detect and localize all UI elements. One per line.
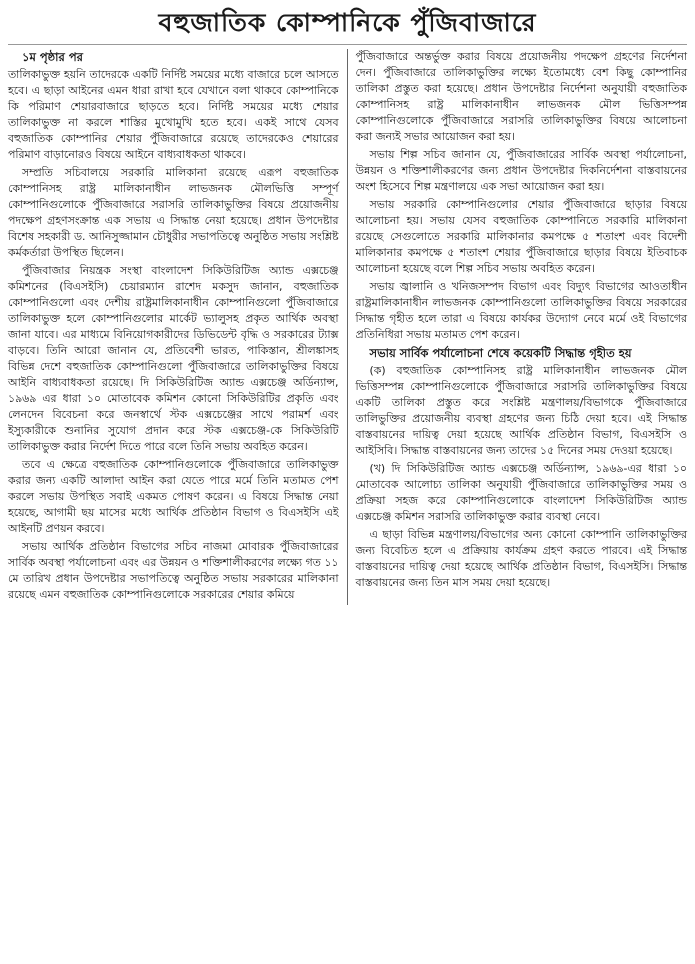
paragraph: সম্প্রতি সচিবালয়ে সরকারি মালিকানা রয়েছে এরূপ বহুজাতিক কোম্পানিসহ রাষ্ট্র মালিকানাধীন লাভজনক মৌলভিত্তি সম্পূর্ণ কোম্পানিগুলোকে পুঁজিবাজারে সরাসরি তালিকাভুক্তির বিষয়ে প্রয়োজনীয় পদক্ষেপ গ্রহণসংক্রান্ত এক সভায় এ সিদ্ধান্ত নেয়া হয়েছে। প্রধান উপদেষ্টার বিশেষ সহকারী ড. আনিসুজ্জামান চৌধুরীর সভাপতিত্বে অনুষ্ঠিত সভায় সংশ্লিষ্ট কর্মকর্তারা উপস্থিত ছিলেন। <box>8 166 339 259</box>
paragraph: সভায় শিল্প সচিব জানান যে, পুঁজিবাজারের সার্বিক অবস্থা পর্যালোচনা, উন্নয়ন ও শক্তিশালীকরণের জন্য প্রধান উপদেষ্টার দিকনির্দেশনা বাস্তবায়নের অংশ হিসেবে শিল্প মন্ত্রণালয়ে এক সভা আয়োজন করা হয়। <box>355 148 687 193</box>
paragraph: সভায় সরকারি কোম্পানিগুলোর শেয়ার পুঁজিবাজারে ছাড়ার বিষয়ে আলোচনা হয়। সভায় যেসব বহুজাতিক কোম্পানিতে সরকারি মালিকানা রয়েছে সেগুলোতে সরকারি মালিকানার কমপক্ষে ৫ শতাংশ এবং বিদেশী মালিকানার কমপক্ষে ৫ শতাংশ শেয়ার পুঁজিবাজারে ছাড়ার বিষয়ে ইতিবাচক আলোচনা হয়েছে বলে শিল্প সচিব সভায় অবহিত করেন। <box>355 198 687 275</box>
right-column <box>348 49 688 605</box>
headline: বহুজাতিক কোম্পানিকে পুঁজিবাজারে <box>8 6 687 45</box>
paragraph: (খ) দি সিকিউরিটিজ অ্যান্ড এক্সচেঞ্জ অর্ডিন্যান্স, ১৯৬৯-এর ধারা ১০ মোতাবেক আলোচ্য তালিকা অনুযায়ী পুঁজিবাজারে তালিকাভুক্তির সময় ও প্রক্রিয়া সহজ করে কোম্পানিগুলোকে বাংলাদেশ সিকিউরিটিজ অ্যান্ড এক্সচেঞ্জ কমিশন সরাসরি তালিকাভুক্ত করার ব্যবস্থা নেবে। <box>355 462 687 523</box>
subheading: সভায় সার্বিক পর্যালোচনা শেষে কয়েকটি সিদ্ধান্ত গৃহীত হয় <box>369 346 632 360</box>
left-column <box>8 49 348 605</box>
paragraph: এ ছাড়া বিভিন্ন মন্ত্রণালয়/বিভাগের অন্য কোনো কোম্পানি তালিকাভুক্তির জন্য বিবেচিত হলে এ প্রক্রিয়ায় কার্যক্রম গ্রহণ করতে পারবে। এই সিদ্ধান্ত বাস্তবায়নের দায়িত্ব দেয়া হয়েছে আর্থিক প্রতিষ্ঠান বিভাগ, বিএসইসি। সিদ্ধান্ত বাস্তবায়নের জন্য তিন মাস সময় দেয়া হয়েছে। <box>355 528 687 589</box>
paragraph: সভায় জ্বালানি ও খনিজসম্পদ বিভাগ এবং বিদ্যুৎ বিভাগের আওতাধীন রাষ্ট্রমালিকানাধীন লাভজনক কোম্পানিগুলো তালিকাভুক্তির বিষয়ে সরকারের সিদ্ধান্ত গৃহীত হলে তারা এ বিষয়ে কার্যকর উদ্যোগ নেবে মর্মে ওই বিভাগের প্রতিনিধিরা সভায় মতামত পেশ করেন। <box>355 280 687 341</box>
paragraph: তবে এ ক্ষেত্রে বহুজাতিক কোম্পানিগুলোকে পুঁজিবাজারে তালিকাভুক্ত করার জন্য একটি আলাদা আইন করা যেতে পারে মর্মে তিনি মতামত পেশ করলে সভায় উপস্থিত সবাই একমত পোষণ করেন। এ বিষয়ে সিদ্ধান্ত নেয়া হয়েছে, আগামী ছয় মাসের মধ্যে আর্থিক প্রতিষ্ঠান বিভাগ ও বিএসইসি এই আইনটি প্রণয়ন করবে। <box>8 458 339 535</box>
paragraph: তালিকাভুক্ত হয়নি তাদেরকে একটি নির্দিষ্ট সময়ের মধ্যে বাজারে চলে আসতে হবে। এ ছাড়া আইনের এমন ধারা রাখা হবে যেখানে বলা থাকবে কোম্পানিকে কি পরিমাণ শেয়ারবাজারে ছাড়তে হবে। নির্দিষ্ট সময়ের মধ্যে শেয়ার তালিকাভুক্ত না করলে শাস্তির মুখোমুখি হতে হবে। একই সাথে যেসব বহুজাতিক কোম্পানির শেয়ার পুঁজিবাজারে রয়েছে তাদেরকেও শেয়ারের পরিমাণ বাড়ানোরও বিষয়ে আইনে বাধ্যবাধকতা থাকবে। <box>8 68 339 161</box>
paragraph: পুঁজিবাজারে অন্তর্ভুক্ত করার বিষয়ে প্রয়োজনীয় পদক্ষেপ গ্রহণের নির্দেশনা দেন। পুঁজিবাজারে তালিকাভুক্তির লক্ষ্যে ইতোমধ্যে বেশ কিছু কোম্পানির তালিকা প্রস্তুত করা হয়েছে। প্রধান উপদেষ্টার নির্দেশনা অনুযায়ী বহুজাতিক কোম্পানিসহ রাষ্ট্র মালিকানাধীন লাভজনক মৌল ভিত্তিসম্পন্ন কোম্পানিগুলোকে পুঁজিবাজারে সরাসরি তালিকাভুক্তির বিষয়ে আলোচনা করা জন্যই সভার আয়োজন করা হয়। <box>355 50 687 143</box>
article-columns <box>8 49 687 605</box>
paragraph: পুঁজিবাজার নিয়ন্ত্রক সংস্থা বাংলাদেশ সিকিউরিটিজ অ্যান্ড এক্সচেঞ্জ কমিশনের (বিএসইসি) চেয়ারম্যান রাশেদ মকসুদ জানান, বহুজাতিক কোম্পানিগুলো এবং দেশীয় রাষ্ট্রমালিকানাধীন কোম্পানিগুলো পুঁজিবাজারে তালিকাভুক্ত হলে কোম্পানিগুলোর মার্কেট ভ্যালুসহ প্রকৃত আর্থিক অবস্থা জানা যাবে। এর মাধ্যমে বিনিয়োগকারীদের ডিভিডেন্ট বৃদ্ধি ও সরকারের ট্যাক্স বাড়বে। তিনি আরো জানান যে, প্রতিবেশী ভারত, পাকিস্তান, শ্রীলঙ্কাসহ বিভিন্ন দেশে বহুজাতিক কোম্পানিগুলো পুঁজিবাজারে তালিকাভুক্তির বিষয়ে আইনি বাধ্যবাধকতা রয়েছে। দি সিকিউরিটিজ অ্যান্ড এক্সচেঞ্জ অর্ডিন্যান্স, ১৯৬৯ এর ধারা ১০ মোতাবেক কমিশন কোনো সিকিউরিটির প্রকৃতি এবং লেনদেন বিবেচনা করে জনস্বার্থে স্টক এক্সচেঞ্জের সাথে পরামর্শ এবং ইস্যুকারীকে শুনানির সুযোগ প্রদান করে স্টক এক্সচেঞ্জ-কে সিকিউরিটি তালিকাভুক্ত করার নির্দেশ দিতে পারে বলে তিনি সভায় অবহিত করেন। <box>8 264 339 453</box>
jump-line: ১ম পৃষ্ঠার পর <box>22 50 83 64</box>
paragraph: (ক) বহুজাতিক কোম্পানিসহ রাষ্ট্র মালিকানাধীন লাভজনক মৌল ভিত্তিসম্পন্ন কোম্পানিগুলোকে পুঁজিবাজারে সরাসরি তালিকাভুক্তির বিষয়ে একটি তালিকা প্রস্তুত করে সংশ্লিষ্ট মন্ত্রণালয়/বিভাগকে পুঁজিবাজারে তালিভুক্তির প্রয়োজনীয় ব্যবস্থা গ্রহণের জন্য চিঠি দেয়া হবে। এই সিদ্ধান্ত বাস্তবায়নের দায়িত্ব দেয়া হয়েছে আর্থিক প্রতিষ্ঠান বিভাগ, বিএসইসি ও আইসিবি। সিদ্ধান্ত বাস্তবায়নের জন্য তাদের ১৫ দিনের সময় দেওয়া হয়েছে। <box>355 364 687 457</box>
paragraph: সভায় আর্থিক প্রতিষ্ঠান বিভাগের সচিব নাজমা মোবারক পুঁজিবাজারের সার্বিক অবস্থা পর্যালোচনা এবং এর উন্নয়ন ও শক্তিশালীকরণের লক্ষ্যে গত ১১ মে তারিখ প্রধান উপদেষ্টার সভাপতিত্বে অনুষ্ঠিত সভায় সরকারের মালিকানা রয়েছে এমন বহুজাতিক কোম্পানিগুলোকে সরকারের শেয়ার কমিয়ে <box>8 540 339 601</box>
